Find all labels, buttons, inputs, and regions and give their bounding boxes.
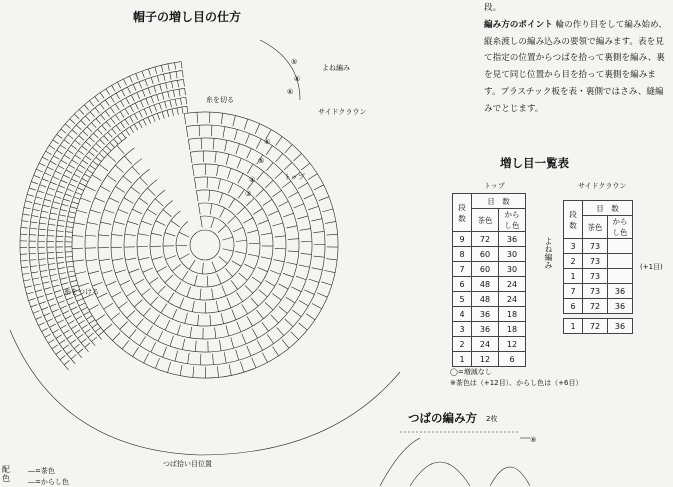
cell (608, 239, 633, 254)
side-bottom-table (563, 318, 633, 334)
cell: 1 (564, 319, 583, 334)
cell: 3 (453, 322, 472, 337)
row-mark: ⑤ (258, 157, 264, 165)
table-row (453, 232, 526, 247)
cell: 48 (472, 292, 499, 307)
cell: 3 (564, 239, 583, 254)
instructions-body: 輪の作り目をして編み始め、縦糸渡しの編み込みの要領で編みます。表を見て指定の位置からつばを拾って裏側を編み、裏を見て同じ位置から目を拾って裏側を編みます。プラスチック板を表・裏側ではさみ、縫編みでとじます。 (484, 20, 667, 114)
tsuba-chart (360, 428, 560, 486)
cell (608, 254, 633, 269)
cell: 6 (499, 352, 526, 367)
table-row (453, 292, 526, 307)
instructions (484, 0, 670, 118)
row-mark: ⑤ (291, 58, 297, 66)
legend-label: 配色 (2, 465, 12, 483)
label-ito-kiru: 糸を切る (206, 95, 234, 105)
col-me: 目 数 (472, 194, 526, 209)
cell: 18 (499, 307, 526, 322)
label-side-crown: サイドクラウン (318, 107, 366, 117)
top-table-label: トップ (484, 181, 505, 191)
row-mark: ③ (245, 190, 251, 198)
label-top: トップ (284, 172, 305, 182)
legend-row: ―=からし色 (28, 477, 69, 487)
col-me: 目 数 (583, 201, 633, 216)
row-mark: ⑨ (530, 436, 536, 444)
col-cha: 茶色 (583, 216, 608, 239)
legend-row: ―=茶色 (28, 466, 55, 476)
table-row (453, 322, 526, 337)
cell: 36 (499, 232, 526, 247)
table-row (453, 277, 526, 292)
cell: 73 (583, 284, 608, 299)
diagram-title: 帽子の増し目の仕方 (133, 8, 241, 25)
cell: 73 (583, 239, 608, 254)
row-mark: ⑥ (264, 138, 270, 146)
cell: 73 (583, 269, 608, 284)
label-tsuba-hiroi: つば拾い目位置 (163, 459, 212, 469)
table-row (564, 254, 633, 269)
cell: 48 (472, 277, 499, 292)
instructions-top-line: 段。 (484, 0, 670, 17)
cell: 72 (472, 232, 499, 247)
table-title: 増し目一覧表 (500, 155, 569, 171)
top-increase-table (452, 193, 526, 367)
cell: 7 (564, 284, 583, 299)
plus-one-note: (+1目) (640, 262, 663, 272)
tsuba-count: 2枚 (486, 414, 497, 424)
col-karashi: からし色 (608, 216, 633, 239)
cell: 30 (499, 262, 526, 277)
cell: 24 (499, 277, 526, 292)
cell: 1 (453, 352, 472, 367)
table-row (453, 352, 526, 367)
label-ito-tsukeru: 糸をつける (64, 287, 99, 297)
col-cha: 茶色 (472, 209, 499, 232)
col-dan: 段数 (453, 194, 472, 232)
cell: 36 (472, 307, 499, 322)
side-table-label: サイドクラウン (578, 181, 626, 191)
cell: 1 (564, 269, 583, 284)
table-row (564, 269, 633, 284)
cell: 2 (453, 337, 472, 352)
cell: 9 (453, 232, 472, 247)
table-row (453, 337, 526, 352)
yone-side-label: よね編み (543, 237, 554, 269)
table-row (453, 247, 526, 262)
cell: 6 (564, 299, 583, 314)
table-row (564, 239, 633, 254)
row-mark: ⑥ (287, 88, 293, 96)
cell: 36 (472, 322, 499, 337)
footnote: ※茶色は（+12目）、からし色は（+6目） (450, 378, 582, 388)
row-mark: ④ (294, 75, 300, 83)
cell: 12 (499, 337, 526, 352)
cell: 72 (583, 319, 608, 334)
table-row (453, 262, 526, 277)
cell: 73 (583, 254, 608, 269)
cell: 30 (499, 247, 526, 262)
cell: 4 (453, 307, 472, 322)
cell: 5 (453, 292, 472, 307)
footnote: ◯=増減なし (450, 367, 492, 377)
cell: 24 (472, 337, 499, 352)
side-increase-table (563, 200, 633, 314)
cell: 60 (472, 247, 499, 262)
cell (608, 269, 633, 284)
cell: 36 (608, 319, 633, 334)
cell: 7 (453, 262, 472, 277)
cell: 2 (564, 254, 583, 269)
cell: 8 (453, 247, 472, 262)
row-mark: ④ (249, 176, 255, 184)
label-yone: よね編み (322, 63, 350, 73)
cell: 72 (583, 299, 608, 314)
cell: 36 (608, 284, 633, 299)
col-dan: 段数 (564, 201, 583, 239)
cell: 36 (608, 299, 633, 314)
cell: 24 (499, 292, 526, 307)
instructions-heading: 編み方のポイント (484, 20, 553, 30)
table-row (564, 299, 633, 314)
col-karashi: からし色 (499, 209, 526, 232)
cell: 6 (453, 277, 472, 292)
cell: 12 (472, 352, 499, 367)
table-row (564, 284, 633, 299)
tsuba-title: つばの編み方 (408, 410, 477, 426)
cell: 18 (499, 322, 526, 337)
table-row (453, 307, 526, 322)
cell: 60 (472, 262, 499, 277)
